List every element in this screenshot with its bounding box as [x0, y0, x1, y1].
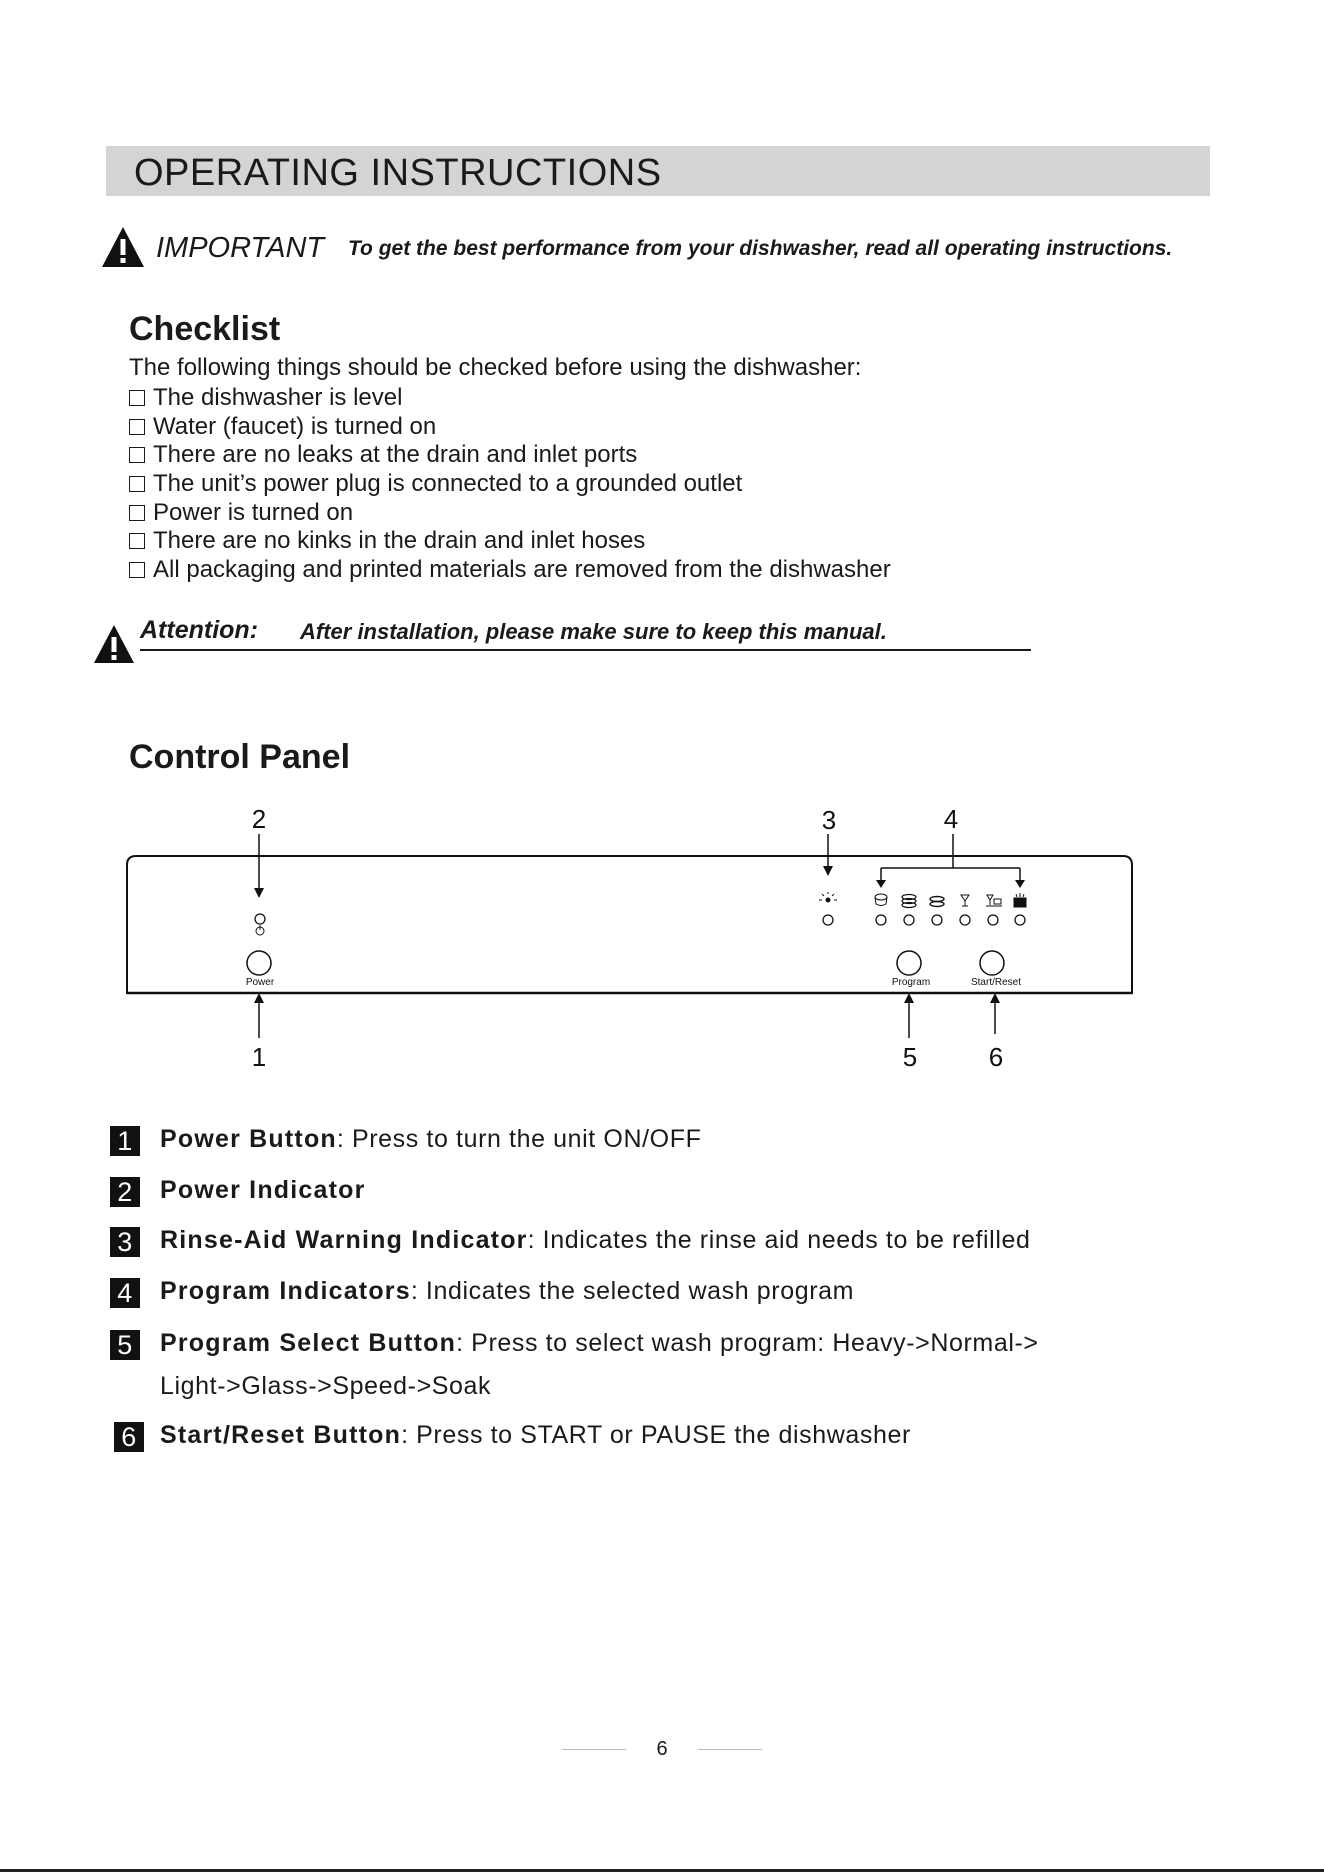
heavy-program-icon — [875, 894, 887, 906]
page-title: OPERATING INSTRUCTIONS — [134, 152, 662, 194]
speed-program-icon — [986, 895, 1002, 906]
checkbox-icon — [129, 533, 145, 549]
rinse-aid-icon — [819, 892, 837, 902]
callout-5: 5 — [902, 1042, 918, 1072]
program-button-label: Program — [891, 977, 931, 988]
glass-program-icon — [961, 895, 969, 906]
checklist-item: There are no kinks in the drain and inlet hoses — [129, 527, 891, 556]
number-badge: 3 — [110, 1227, 140, 1257]
description-text: : Indicates the rinse aid needs to be refilled — [527, 1226, 1031, 1254]
attention-underline — [140, 649, 1031, 651]
callout-3: 3 — [821, 805, 837, 835]
power-indicator-light — [255, 914, 265, 924]
program-indicator-light — [904, 915, 914, 925]
description-continuation: Light->Glass->Speed->Soak — [160, 1372, 492, 1400]
description-term: Rinse-Aid Warning Indicator — [160, 1226, 528, 1254]
callout-6: 6 — [988, 1042, 1004, 1072]
number-badge: 4 — [110, 1278, 140, 1308]
description-text: : Indicates the selected wash program — [410, 1277, 855, 1305]
important-text: To get the best performance from your dishwasher, read all operating instructions. — [348, 237, 1173, 260]
control-panel-title: Control Panel — [129, 738, 351, 776]
checkbox-icon — [129, 562, 145, 578]
start-reset-button[interactable] — [980, 951, 1004, 975]
warning-triangle-icon — [100, 224, 146, 270]
light-program-icon — [930, 897, 944, 907]
footer-rule-right — [698, 1749, 762, 1750]
program-indicator-light — [932, 915, 942, 925]
warning-triangle-icon — [92, 622, 136, 666]
description-term: Power Indicator — [160, 1176, 366, 1204]
checkbox-icon — [129, 419, 145, 435]
description-term: Power Button — [160, 1125, 337, 1153]
description-term: Start/Reset Button — [160, 1421, 402, 1449]
number-badge: 5 — [110, 1330, 140, 1360]
panel-outline — [127, 856, 1132, 993]
checklist-item: The dishwasher is level — [129, 384, 891, 413]
checklist-item: There are no leaks at the drain and inlet ports — [129, 441, 891, 470]
checklist — [129, 384, 891, 584]
callout-1: 1 — [251, 1042, 267, 1072]
power-button[interactable] — [247, 951, 271, 975]
checklist-intro: The following things should be checked before using the dishwasher: — [129, 354, 862, 381]
checklist-item: All packaging and printed materials are removed from the dishwasher — [129, 556, 891, 585]
checklist-item: The unit’s power plug is connected to a grounded outlet — [129, 470, 891, 499]
section-header-bar — [106, 146, 1210, 196]
callout-2: 2 — [251, 804, 267, 834]
checklist-title: Checklist — [129, 310, 281, 348]
number-badge: 2 — [110, 1177, 140, 1207]
callout-4: 4 — [943, 804, 959, 834]
power-symbol-icon — [256, 925, 264, 935]
rinse-aid-indicator-light — [823, 915, 833, 925]
program-indicator-light — [960, 915, 970, 925]
start-reset-button-label: Start/Reset — [970, 977, 1022, 988]
checklist-item: Water (faucet) is turned on — [129, 413, 891, 442]
checkbox-icon — [129, 447, 145, 463]
number-badge: 6 — [114, 1422, 144, 1452]
number-badge: 1 — [110, 1126, 140, 1156]
description-text: : Press to START or PAUSE the dishwasher — [401, 1421, 911, 1449]
program-indicator-light — [876, 915, 886, 925]
control-panel-diagram — [0, 800, 1324, 1080]
checkbox-icon — [129, 505, 145, 521]
description-term: Program Select Button — [160, 1329, 457, 1357]
attention-text: After installation, please make sure to keep this manual. — [300, 619, 887, 644]
page-number: 6 — [656, 1738, 668, 1760]
important-label: IMPORTANT — [156, 232, 325, 264]
power-button-label: Power — [245, 977, 275, 988]
program-button[interactable] — [897, 951, 921, 975]
checklist-item: Power is turned on — [129, 498, 891, 527]
description-term: Program Indicators — [160, 1277, 411, 1305]
program-indicator-light — [988, 915, 998, 925]
description-text: : Press to turn the unit ON/OFF — [336, 1125, 702, 1153]
description-text: : Press to select wash program: Heavy->Normal-> — [456, 1329, 1039, 1357]
attention-label: Attention: — [140, 616, 259, 644]
normal-program-icon — [902, 895, 916, 908]
soak-program-icon — [1014, 893, 1026, 907]
checkbox-icon — [129, 476, 145, 492]
checkbox-icon — [129, 390, 145, 406]
program-indicator-light — [1015, 915, 1025, 925]
